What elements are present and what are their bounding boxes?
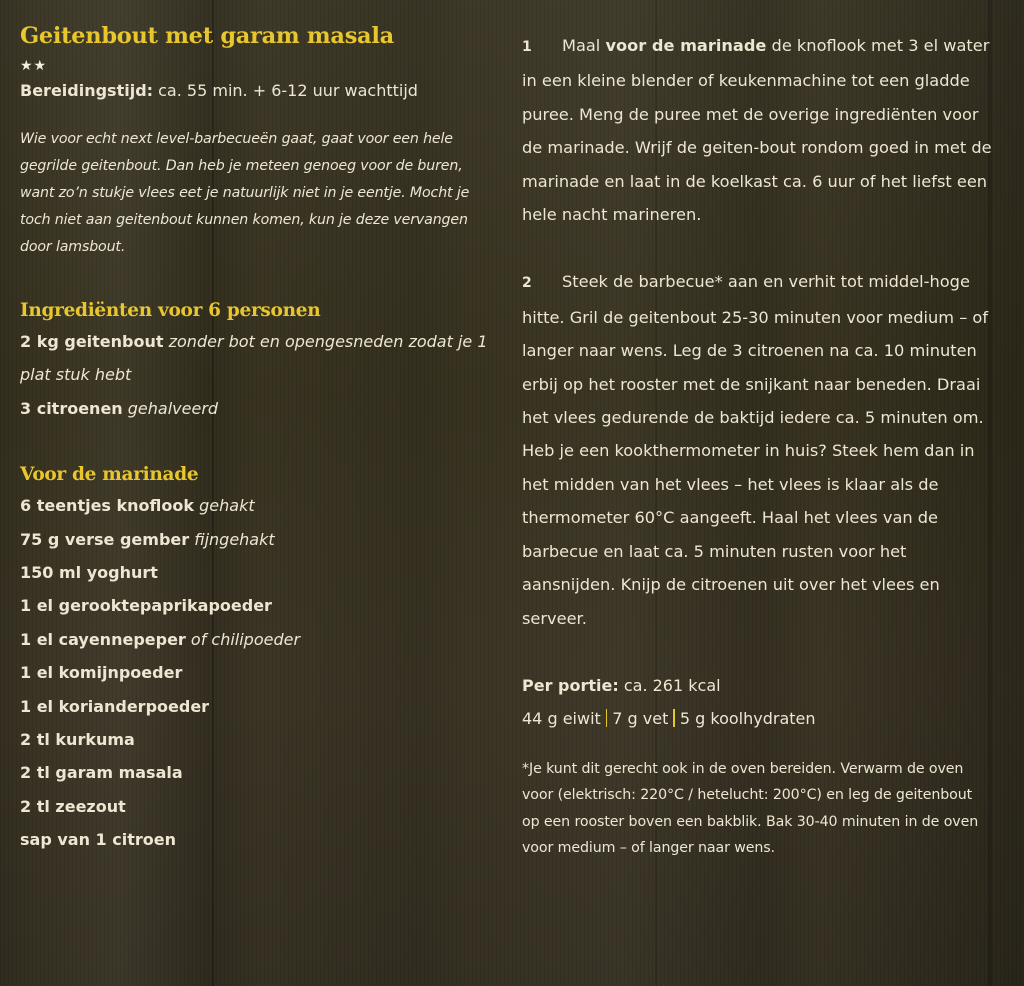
step-number: 2 (522, 275, 532, 292)
ingredient-quantity: 2 tl garam masala (20, 763, 183, 783)
recipe-intro: Wie voor echt next level-barbecueën gaat, gaat voor een hele gegrilde geitenbout. Dan heb je meteen genoeg voor de buren, want zo’n stukje vlees eet je natuurlijk niet in je eentje. Mocht je toch niet aan geitenbout kunnen komen, kun je deze vervangen door lamsbout. (20, 131, 470, 255)
nutrition-fat: 7 g vet (612, 709, 669, 729)
marinade-list (20, 489, 500, 856)
ingredient-quantity: 75 g verse gember (20, 529, 190, 549)
ingredient-quantity: 3 citroenen (20, 398, 123, 418)
ingredient-quantity: 1 el korianderpoeder (20, 696, 210, 716)
ingredient-note: gehalveerd (122, 398, 219, 418)
ingredient-note: of chilipoeder (185, 629, 301, 649)
nutrition-carbs: 5 g koolhydraten (679, 709, 816, 729)
marinade-item (20, 489, 500, 522)
oven-footnote: *Je kunt dit gerecht ook in de oven bereiden. Verwarm de oven voor (elektrisch: 220°C / hetelucht: 200°C) en leg de geitenbout op een rooster boven een bakblik. Bak 30-40 minuten in de oven voor medium – of langer naar wens. (522, 760, 979, 857)
ingredient-quantity: 1 el gerooktepaprikapoeder (20, 596, 272, 616)
marinade-item (20, 756, 500, 789)
step-number: 1 (522, 39, 532, 55)
step-2 (522, 265, 992, 634)
separator-bar (606, 709, 608, 727)
ingredient-quantity: sap van 1 citroen (20, 830, 176, 850)
step-text: de knoflook met 3 el water in een kleine blender of keukenmachine tot een gladde puree. Meng de puree met de overige ingrediënten voor de marinade. Wrijf de geiten-bout rondom goed in met de marinade en laat in de koelkast ca. 6 uur of het liefst een hele nacht marineren. (522, 36, 992, 225)
step-text-pre: Maal (562, 36, 606, 55)
nutrition-label: Per portie: (522, 675, 619, 695)
marinade-item (20, 523, 500, 556)
marinade-item (20, 556, 500, 589)
ingredient-quantity: 1 el cayennepeper (20, 629, 186, 649)
ingredient-note: gehakt (194, 496, 255, 516)
prep-time-label: Bereidingstijd: (20, 81, 154, 100)
marinade-heading: Voor de marinade (20, 464, 199, 486)
ingredient-item (20, 325, 500, 392)
step-text-bold: voor de marinade (605, 36, 767, 55)
ingredients-list (20, 325, 500, 425)
ingredients-heading: Ingrediënten voor 6 personen (20, 300, 321, 321)
ingredient-note: fijngehakt (189, 529, 275, 549)
marinade-item (20, 690, 500, 723)
separator-bar (673, 709, 675, 727)
step-1 (522, 29, 992, 231)
preparation-time (20, 78, 500, 104)
marinade-item (20, 790, 500, 823)
ingredient-quantity: 2 tl kurkuma (20, 730, 135, 750)
nutrition-info (522, 669, 992, 736)
difficulty-stars: ★★ (20, 58, 48, 74)
step-text: Steek de barbecue* aan en verhit tot middel-hoge hitte. Gril de geitenbout 25-30 minuten voor medium – of langer naar wens. Leg de 3 citroenen na ca. 10 minuten erbij op het rooster met de snijkant naar beneden. Draai het vlees gedurende de baktijd iedere ca. 5 minuten om. Heb je een kookthermometer in huis? Steek hem dan in het midden van het vlees – het vlees is klaar als de thermometer 60°C aangeeft. Haal het vlees van de barbecue en laat ca. 5 minuten rusten voor het aansnijden. Knijp de citroenen uit over het vlees en serveer. (522, 272, 989, 628)
nutrition-kcal-line (522, 669, 992, 702)
ingredient-quantity: 6 teentjes knoflook (20, 496, 195, 516)
ingredient-note: zonder bot en opengesneden zodat je 1 plat stuk hebt (20, 332, 488, 385)
ingredient-item (20, 392, 500, 425)
recipe-right-column (522, 29, 992, 876)
ingredient-quantity: 1 el komijnpoeder (20, 663, 183, 683)
recipe-left-column (20, 20, 500, 857)
ingredient-quantity: 2 tl zeezout (20, 796, 126, 816)
ingredient-quantity: 150 ml yoghurt (20, 563, 158, 583)
ingredient-quantity: 2 kg geitenbout (20, 332, 164, 351)
prep-time-value: ca. 55 min. + 6-12 uur wachttijd (153, 81, 418, 100)
nutrition-macros-line (522, 702, 992, 735)
marinade-item (20, 656, 500, 689)
nutrition-protein: 44 g eiwit (522, 709, 601, 729)
nutrition-kcal: ca. 261 kcal (618, 675, 721, 695)
marinade-item (20, 723, 500, 756)
marinade-item (20, 823, 500, 856)
marinade-item (20, 589, 500, 622)
marinade-item (20, 623, 500, 656)
recipe-title: Geitenbout met garam masala (20, 23, 394, 49)
